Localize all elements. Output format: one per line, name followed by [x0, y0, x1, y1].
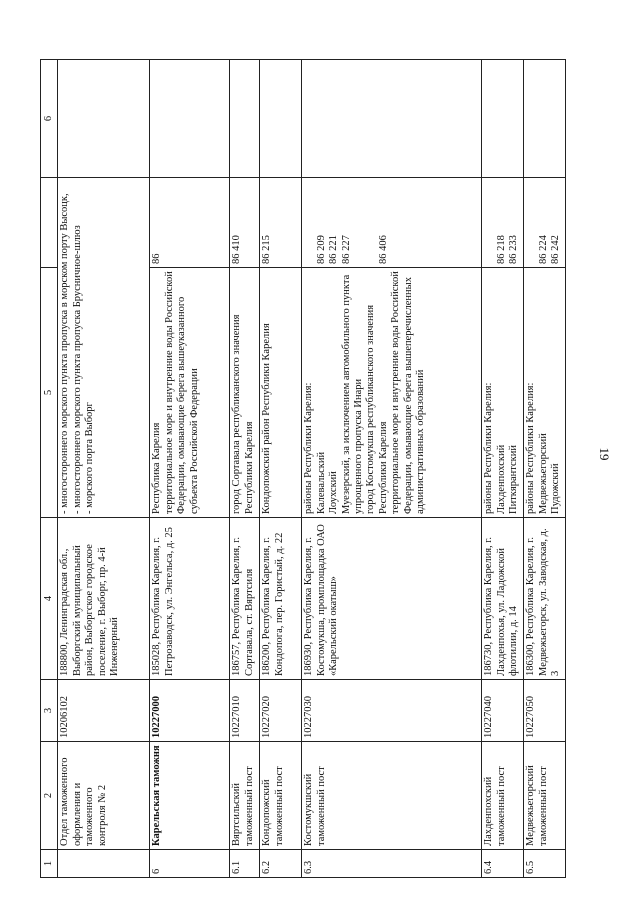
row-number: 6.5	[524, 850, 566, 878]
header-cell-1: 1	[41, 850, 58, 878]
post-code: 10227040	[482, 680, 524, 742]
empty-cell	[260, 60, 302, 178]
row-number: 6.4	[482, 850, 524, 878]
customs-table	[40, 59, 566, 878]
header-cell-4: 4	[41, 518, 58, 680]
post-region: Республика Карелия территориальное море и внутренние воды Российской Федерации, омывающие берега вышеуказанного субъекта Российской Федерации	[150, 268, 230, 518]
post-region: районы Республики Карелия: Калевальский Лоухский Муезерский, за исключением автомобильного пункта упрощенного пропуска Инари город Костомукша республиканского значения Республики Карелия территориальное море и внутренние воды Российской Федерации, омывающие берега вышеперечисленных административных образований	[302, 268, 482, 518]
empty-cell	[302, 60, 482, 178]
post-name: Костомукшский таможенный пост	[302, 742, 482, 850]
table-row	[524, 60, 566, 878]
post-name: Кондопожский таможенный пост	[260, 742, 302, 850]
okato-code: 86	[150, 178, 230, 268]
okato-code: 86 215	[260, 178, 302, 268]
empty-cell	[482, 60, 524, 178]
header-cell-5: 5	[41, 268, 58, 518]
row-number: 6.2	[260, 850, 302, 878]
post-name: Вяртсильский таможенный пост	[230, 742, 260, 850]
post-address: 186930, Республика Карелия, г. Костомукша, промплощадка ОАО «Карельский окатыш»	[302, 518, 482, 680]
okato-code: 86 224 86 242	[524, 178, 566, 268]
header-cell-5-extra	[41, 178, 58, 268]
post-name: Лахденпохский таможенный пост	[482, 742, 524, 850]
post-address: 186757, Республика Карелия, г. Сортавала, ст. Вяртсиля	[230, 518, 260, 680]
post-region: районы Республики Карелия: Лахденпохский Питкярантский	[482, 268, 524, 518]
post-code: 10206102	[58, 680, 150, 742]
row-number	[58, 850, 150, 878]
empty-cell	[230, 60, 260, 178]
post-address: 186730, Республика Карелия, г. Лахденпохья, ул. Ладожской флотилии, д. 14	[482, 518, 524, 680]
post-region: - многостороннего морского пункта пропуска в морском порту Высоцк, - многостороннего морского пункта пропуска Брусничное-шлюз - морского порта Выборг	[58, 178, 150, 518]
post-region: город Сортавала республиканского значения Республики Карелия	[230, 268, 260, 518]
post-code: 10227010	[230, 680, 260, 742]
table-row	[58, 60, 150, 878]
okato-code: 86 209 86 221 86 227 86 406	[302, 178, 482, 268]
okato-code: 86 410	[230, 178, 260, 268]
header-cell-3: 3	[41, 680, 58, 742]
table-row	[230, 60, 260, 878]
row-number: 6.3	[302, 850, 482, 878]
post-name: Медвежьегорский таможенный пост	[524, 742, 566, 850]
post-region: Кондопожский район Республики Карелия	[260, 268, 302, 518]
post-code: 10227000	[150, 680, 230, 742]
okato-code	[58, 60, 150, 178]
header-row	[41, 60, 58, 878]
post-address: 188800, Ленинградская обл., Выборгский муниципальный район, Выборгское городское поселение, г. Выборг, пр. 4-й Инженерный	[58, 518, 150, 680]
table-row	[302, 60, 482, 878]
row-number: 6	[150, 850, 230, 878]
post-address: 186300, Республика Карелия, г. Медвежьегорск, ул. Заводская, д. 3	[524, 518, 566, 680]
empty-cell	[524, 60, 566, 178]
okato-code: 86 218 86 233	[482, 178, 524, 268]
post-name: Отдел таможенного оформления и таможенного контроля № 2	[58, 742, 150, 850]
table-row	[260, 60, 302, 878]
post-code: 10227050	[524, 680, 566, 742]
rotated-table-wrapper	[40, 60, 630, 878]
header-cell-6: 6	[41, 60, 58, 178]
post-address: 186200, Республика Карелия, г. Кондопога, пер. Гористый, д. 22	[260, 518, 302, 680]
page-number: 19	[597, 447, 612, 461]
row-number: 6.1	[230, 850, 260, 878]
table-row	[482, 60, 524, 878]
table-row	[150, 60, 230, 878]
post-code: 10227030	[302, 680, 482, 742]
empty-cell	[150, 60, 230, 178]
post-code: 10227020	[260, 680, 302, 742]
post-name: Карельская таможня	[150, 742, 230, 850]
post-region: районы Республики Карелия: Медвежьегорский Пудожский	[524, 268, 566, 518]
header-cell-2: 2	[41, 742, 58, 850]
post-address: 185028, Республика Карелия, г. Петрозаводск, ул. Энгельса, д. 25	[150, 518, 230, 680]
